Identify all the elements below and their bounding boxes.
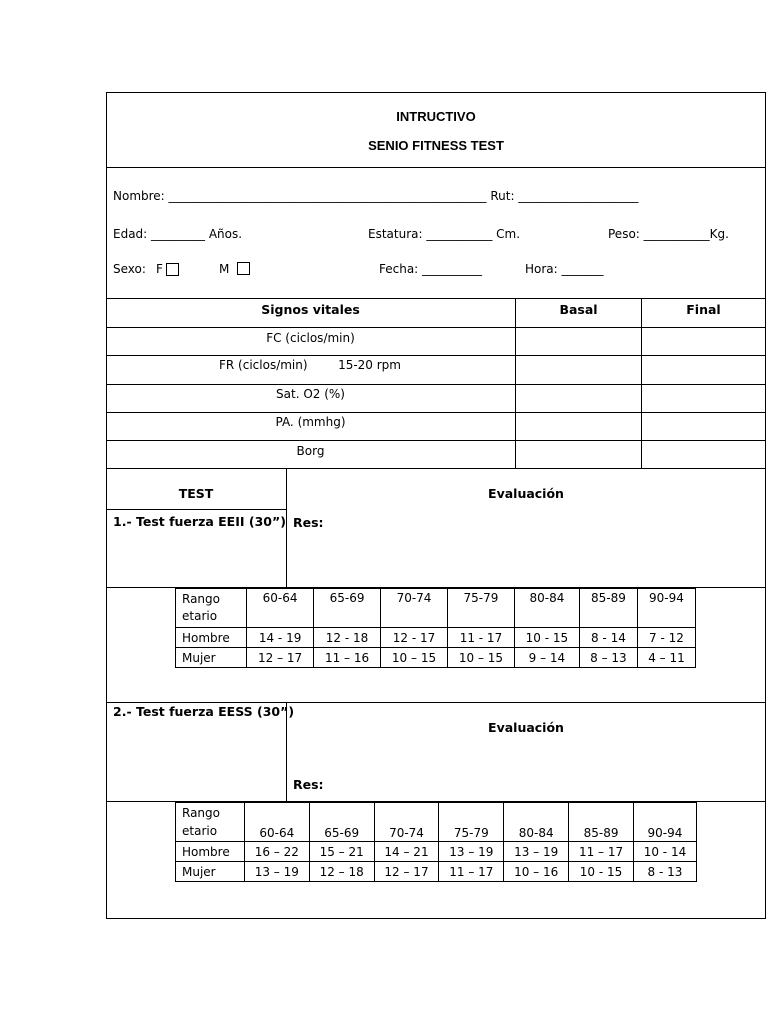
estatura-field[interactable]: Estatura: ___________ Cm. [368,227,521,241]
table-row [176,628,696,648]
value-cell: 10 – 15 [381,648,448,668]
age-cell: 65-69 [309,803,374,842]
value-cell: 16 – 22 [244,842,309,862]
value-cell: 11 – 16 [314,648,381,668]
edad-field[interactable]: Edad: _________ Años. [113,227,243,241]
frame-top [106,92,766,93]
test2-norms-table [175,802,697,882]
value-cell: 8 - 14 [579,628,637,648]
sexo-m-checkbox[interactable] [237,262,250,275]
age-cell: 70-74 [381,589,448,628]
vital-row-fr: FR (ciclos/min) 15-20 rpm [219,358,401,372]
divider [106,702,766,703]
value-cell: 4 – 11 [637,648,695,668]
value-cell: 11 – 17 [439,862,504,882]
frame-left [106,92,107,919]
age-cell: 90-94 [633,803,696,842]
hora-field[interactable]: Hora: _______ [525,262,604,276]
frame-right [765,92,766,919]
test2-res-label: Res: [293,777,324,792]
divider [106,327,766,328]
age-cell: 85-89 [579,589,637,628]
value-cell: 12 - 17 [381,628,448,648]
frame-bottom [106,918,766,919]
column-divider [641,298,642,469]
evaluacion-header: Evaluación [488,486,564,501]
table-row [176,842,697,862]
value-cell: 8 - 13 [633,862,696,882]
mujer-label: Mujer [176,648,247,668]
value-cell: 10 – 16 [504,862,569,882]
vital-row-sat: Sat. O2 (%) [276,387,345,401]
vital-row-borg: Borg [296,444,325,458]
signos-vitales-header: Signos vitales [261,302,360,317]
value-cell: 8 – 13 [579,648,637,668]
test-header: TEST [178,486,214,501]
sexo-m-label: M [219,262,230,276]
value-cell: 10 - 14 [633,842,696,862]
test1-res-label: Res: [293,515,324,530]
value-cell: 13 – 19 [504,842,569,862]
basal-header: Basal [559,302,598,317]
table-row [176,648,696,668]
nombre-rut-field[interactable]: Nombre: _____________________________________________________ Rut: ____________________ [113,189,639,203]
value-cell: 15 – 21 [309,842,374,862]
test2-evaluacion-header: Evaluación [488,720,564,735]
test1-norms-table [175,588,696,668]
divider [106,298,766,299]
sexo-label: Sexo: [113,262,146,276]
peso-field[interactable]: Peso: ___________Kg. [608,227,729,241]
document-subtitle: SENIO FITNESS TEST [368,138,504,153]
rango-header: Rango etario [176,589,247,628]
sexo-f-checkbox[interactable] [166,263,179,276]
table-row [176,803,697,842]
divider [106,384,766,385]
divider [106,412,766,413]
vital-row-fc: FC (ciclos/min) [266,331,355,345]
age-cell: 60-64 [244,803,309,842]
test1-name: 1.- Test fuerza EEII (30”) [113,514,286,529]
value-cell: 13 – 19 [439,842,504,862]
divider [106,355,766,356]
value-cell: 12 – 17 [374,862,439,882]
age-cell: 70-74 [374,803,439,842]
value-cell: 12 – 18 [309,862,374,882]
value-cell: 9 – 14 [514,648,579,668]
value-cell: 11 – 17 [569,842,634,862]
age-cell: 85-89 [569,803,634,842]
fecha-field[interactable]: Fecha: __________ [379,262,483,276]
value-cell: 14 – 21 [374,842,439,862]
value-cell: 11 - 17 [447,628,514,648]
final-header: Final [686,302,721,317]
age-cell: 90-94 [637,589,695,628]
age-cell: 75-79 [447,589,514,628]
divider [106,440,766,441]
value-cell: 13 – 19 [244,862,309,882]
age-cell: 80-84 [504,803,569,842]
value-cell: 10 – 15 [447,648,514,668]
table-row [176,862,697,882]
sexo-f-label: F [156,262,163,276]
rango-header: Rango etario [176,803,245,842]
value-cell: 7 - 12 [637,628,695,648]
hombre-label: Hombre [176,628,247,648]
mujer-label: Mujer [176,862,245,882]
divider [106,509,287,510]
value-cell: 10 - 15 [569,862,634,882]
value-cell: 10 - 15 [514,628,579,648]
column-divider [515,298,516,469]
divider [106,167,766,168]
document-title: INTRUCTIVO [396,109,476,124]
age-cell: 65-69 [314,589,381,628]
test2-name: 2.- Test fuerza EESS (30”) [113,704,295,719]
vital-row-pa: PA. (mmhg) [275,415,346,429]
divider [106,468,766,469]
age-cell: 80-84 [514,589,579,628]
table-row [176,589,696,628]
age-cell: 75-79 [439,803,504,842]
value-cell: 14 - 19 [247,628,314,648]
hombre-label: Hombre [176,842,245,862]
value-cell: 12 – 17 [247,648,314,668]
age-cell: 60-64 [247,589,314,628]
value-cell: 12 - 18 [314,628,381,648]
